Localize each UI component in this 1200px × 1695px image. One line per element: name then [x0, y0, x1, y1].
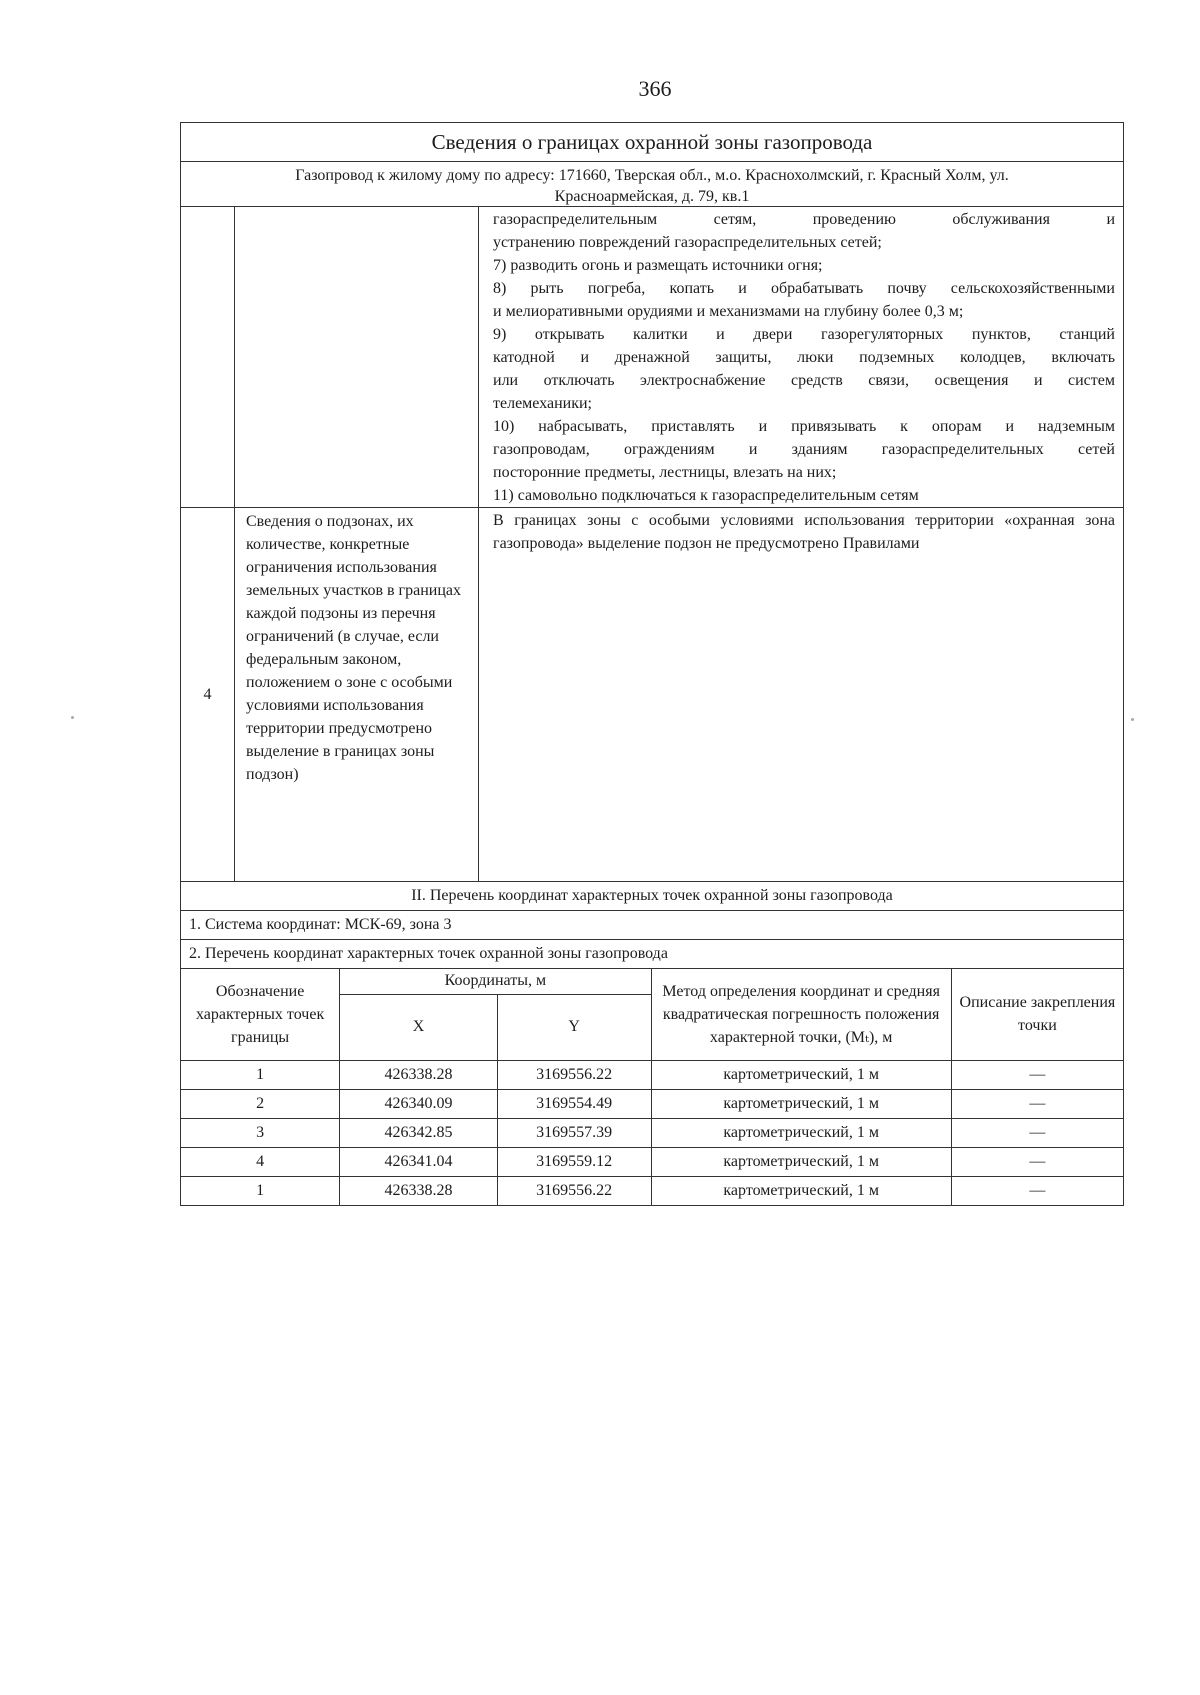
row-number: 4: [181, 508, 235, 881]
x-cell: 426338.28: [340, 1060, 498, 1089]
text-line: 8) рыть погреба, копать и обрабатывать почву сельскохозяйственными: [493, 280, 1115, 297]
coordinate-system: 1. Система координат: МСК-69, зона 3: [181, 910, 1123, 939]
restrictions-continuation-row: [181, 206, 1123, 507]
description-cell: —: [951, 1060, 1123, 1089]
method-cell: картометрический, 1 м: [651, 1176, 951, 1205]
table-row: [181, 1060, 1123, 1089]
x-cell: 426340.09: [340, 1089, 498, 1118]
row-label-cell: [235, 207, 479, 507]
point-cell: 1: [181, 1176, 340, 1205]
point-cell: 3: [181, 1118, 340, 1147]
table-row: [181, 1147, 1123, 1176]
subzones-row: [181, 507, 1123, 881]
coordinates-table: [181, 969, 1123, 1205]
address-line-2: Красноармейская, д. 79, кв.1: [554, 188, 750, 205]
method-cell: картометрический, 1 м: [651, 1089, 951, 1118]
y-cell: 3169556.22: [497, 1176, 651, 1205]
text-line: 11) самовольно подключаться к газораспределительным сетям: [493, 487, 919, 504]
header-coordinates: Координаты, м: [340, 969, 651, 994]
header-point: Обозначение характерных точек границы: [181, 969, 340, 1060]
header-description: Описание закрепления точки: [951, 969, 1123, 1060]
method-cell: картометрический, 1 м: [651, 1060, 951, 1089]
page-number: 366: [638, 76, 672, 101]
x-cell: 426342.85: [340, 1118, 498, 1147]
y-cell: 3169557.39: [497, 1118, 651, 1147]
method-cell: картометрический, 1 м: [651, 1118, 951, 1147]
text-line: 7) разводить огонь и размещать источники огня;: [493, 257, 823, 274]
table-row: [181, 1089, 1123, 1118]
text-line: посторонние предметы, лестницы, влезать на них;: [493, 464, 837, 481]
header-x: X: [340, 994, 498, 1060]
document-title: Сведения о границах охранной зоны газопровода: [431, 129, 873, 154]
point-cell: 2: [181, 1089, 340, 1118]
description-cell: —: [951, 1118, 1123, 1147]
method-cell: картометрический, 1 м: [651, 1147, 951, 1176]
description-cell: —: [951, 1176, 1123, 1205]
x-cell: 426338.28: [340, 1176, 498, 1205]
subzones-text: В границах зоны с особыми условиями использования территории «охранная зона газопровода» выделение подзон не предусмотрено Правилами: [493, 512, 1115, 552]
text-line: и мелиоративными орудиями и механизмами на глубину более 0,3 м;: [493, 303, 964, 320]
text-line: устранению повреждений газораспределительных сетей;: [493, 234, 882, 251]
restrictions-text: [479, 207, 1123, 507]
description-cell: —: [951, 1089, 1123, 1118]
header-method: Метод определения координат и средняя квадратическая погрешность положения характерной точки, (Mₜ), м: [651, 969, 951, 1060]
table-row: [181, 1118, 1123, 1147]
y-cell: 3169559.12: [497, 1147, 651, 1176]
point-cell: 4: [181, 1147, 340, 1176]
text-line: или отключать электроснабжение средств связи, освещения и систем: [493, 372, 1115, 389]
address-line-1: Газопровод к жилому дому по адресу: 171660, Тверская обл., м.о. Краснохолмский, г. Красный Холм, ул.: [295, 167, 1009, 184]
y-cell: 3169556.22: [497, 1060, 651, 1089]
coordinates-table-wrapper: [181, 968, 1123, 1205]
table-row: [181, 1176, 1123, 1205]
text-line: катодной и дренажной защиты, люки подземных колодцев, включать: [493, 349, 1115, 366]
coordinates-list-title: 2. Перечень координат характерных точек охранной зоны газопровода: [181, 939, 1123, 968]
y-cell: 3169554.49: [497, 1089, 651, 1118]
point-cell: 1: [181, 1060, 340, 1089]
row-number-cell: [181, 207, 235, 507]
text-line: 10) набрасывать, приставлять и привязывать к опорам и надземным: [493, 418, 1115, 435]
text-line: газопроводам, ограждениям и зданиям газораспределительных сетей: [493, 441, 1115, 458]
text-line: телемеханики;: [493, 395, 592, 412]
gas-pipeline-address: [181, 161, 1123, 206]
text-line: 9) открывать калитки и двери газорегуляторных пунктов, станций: [493, 326, 1115, 343]
section-2-title: II. Перечень координат характерных точек охранной зоны газопровода: [181, 881, 1123, 910]
x-cell: 426341.04: [340, 1147, 498, 1176]
description-cell: —: [951, 1147, 1123, 1176]
text-line: газораспределительным сетям, проведению обслуживания и: [493, 211, 1115, 228]
subzones-label: Сведения о подзонах, их количестве, конкретные ограничения использования земельных участков в границах каждой подзоны из перечня ограничений (в случае, если федеральным законом, положением о зоне с особыми условиями использования территории предусмотрено выделение в границах зоны подзон): [235, 508, 479, 881]
header-y: Y: [497, 994, 651, 1060]
zone-info-document: [180, 122, 1124, 1206]
